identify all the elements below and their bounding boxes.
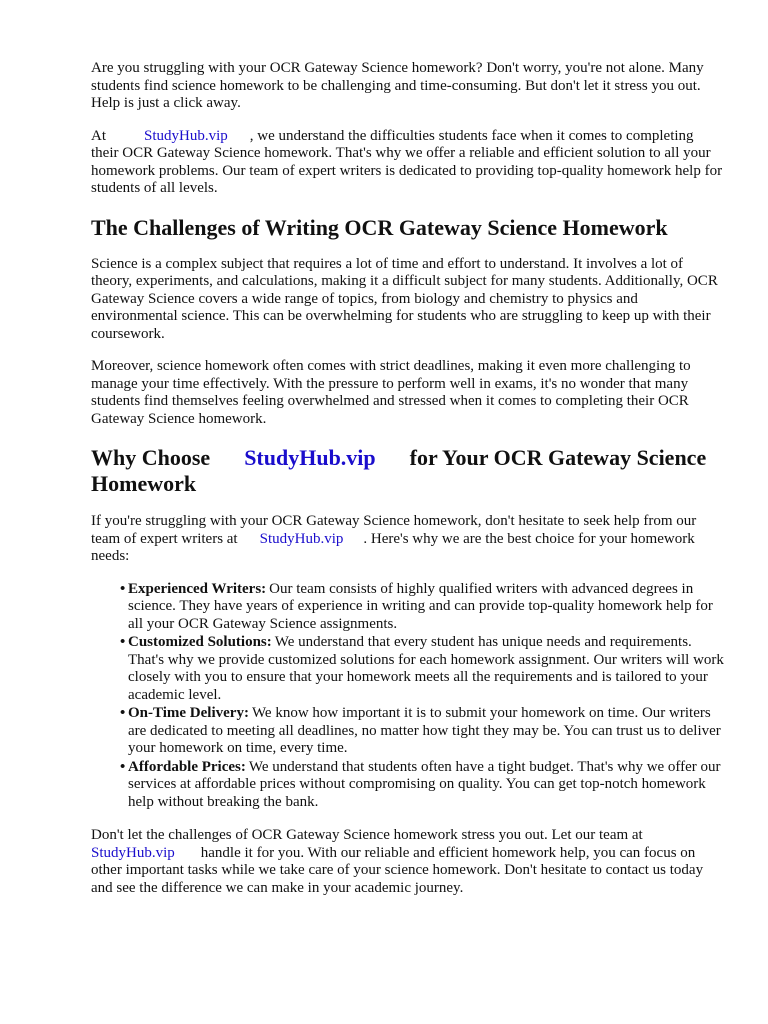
benefit-text: We understand that every student has unique needs and requirements. That's why we provide customized solutions for each homework assignment. Our writers will work closely with you to ensure that your homework meets all the requirements and is tailored to your academic level. xyxy=(128,634,724,703)
studyhub-link-why[interactable]: StudyHub.vip xyxy=(259,530,344,547)
intro-paragraph-2 xyxy=(91,128,724,198)
list-item xyxy=(120,758,724,812)
why-choose-heading-prefix: Why Choose xyxy=(91,445,211,470)
studyhub-link-closing[interactable]: StudyHub.vip xyxy=(91,844,175,861)
bullet-icon: • xyxy=(120,634,126,650)
list-item xyxy=(120,634,724,704)
intro-paragraph-2-suffix: , we understand the difficulties students face when it comes to completing their OCR Gateway Science homework. That's why we offer a reliable and efficient solution to all your homework problems. Our team of expert writers is dedicated to providing top-quality homework help for students of all levels. xyxy=(91,127,723,196)
list-item xyxy=(120,580,724,634)
benefit-text: We understand that students often have a tight budget. That's why we offer our services at affordable prices without compromising on quality. You can get top-notch homework help without breaking the bank. xyxy=(128,758,721,810)
benefit-text: Our team consists of highly qualified writers with advanced degrees in science. They have years of experience in writing and can provide top-quality homework help for all your OCR Gateway Science assignments. xyxy=(128,580,713,632)
challenges-paragraph-2: Moreover, science homework often comes with strict deadlines, making it even more challenging to manage your time effectively. With the pressure to perform well in exams, it's no wonder that many students find themselves feeling overwhelmed and stressed when it comes to completing their OCR Gateway Science homework. xyxy=(91,358,691,427)
list-item xyxy=(120,705,724,758)
why-intro-paragraph xyxy=(91,513,724,566)
bullet-icon: • xyxy=(120,758,126,775)
benefit-term: Affordable Prices: xyxy=(128,758,246,775)
bullet-icon: • xyxy=(120,705,126,721)
why-choose-heading-suffix: for Your OCR Gateway Science Homework xyxy=(91,445,707,496)
why-intro-prefix: If you're struggling with your OCR Gateway Science homework, don't hesitate to seek help from our team of expert writers at xyxy=(91,513,697,547)
benefit-text: We know how important it is to submit your homework on time. Our writers are dedicated to meeting all deadlines, no matter how tight they may be. You can trust us to deliver your homework on time, every time. xyxy=(128,705,721,756)
why-intro-suffix: . Here's why we are the best choice for your homework needs: xyxy=(91,530,695,564)
studyhub-link-intro[interactable]: StudyHub.vip xyxy=(144,127,228,144)
intro-paragraph-1: Are you struggling with your OCR Gateway Science homework? Don't worry, you're not alone. Many students find science homework to be challenging and time-consuming. But don't let it stress you out. Help is just a click away. xyxy=(91,60,704,111)
studyhub-link-heading[interactable]: StudyHub.vip xyxy=(244,445,376,470)
closing-prefix: Don't let the challenges of OCR Gateway Science homework stress you out. Let our team at xyxy=(91,827,643,843)
benefit-term: Experienced Writers: xyxy=(128,580,267,597)
closing-suffix: handle it for you. With our reliable and efficient homework help, you can focus on other important tasks while we take care of your science homework. Don't hesitate to contact us today and see the difference we can make in your academic journey. xyxy=(91,844,704,896)
closing-paragraph xyxy=(91,827,724,897)
benefit-term: On-Time Delivery: xyxy=(128,705,249,721)
why-choose-heading xyxy=(91,445,724,497)
benefits-list xyxy=(91,581,724,812)
challenges-heading: The Challenges of Writing OCR Gateway Science Homework xyxy=(91,214,668,240)
challenges-paragraph-1: Science is a complex subject that requires a lot of time and effort to understand. It involves a lot of theory, experiments, and calculations, making it a difficult subject for many students. Additionally, OCR Gateway Science covers a wide range of topics, from biology and chemistry to physics and environmental science. This can be overwhelming for students who are struggling to keep up with their coursework. xyxy=(91,255,718,342)
bullet-icon: • xyxy=(120,580,126,597)
intro-paragraph-2-prefix: At xyxy=(91,127,106,144)
benefit-term: Customized Solutions: xyxy=(128,634,272,650)
